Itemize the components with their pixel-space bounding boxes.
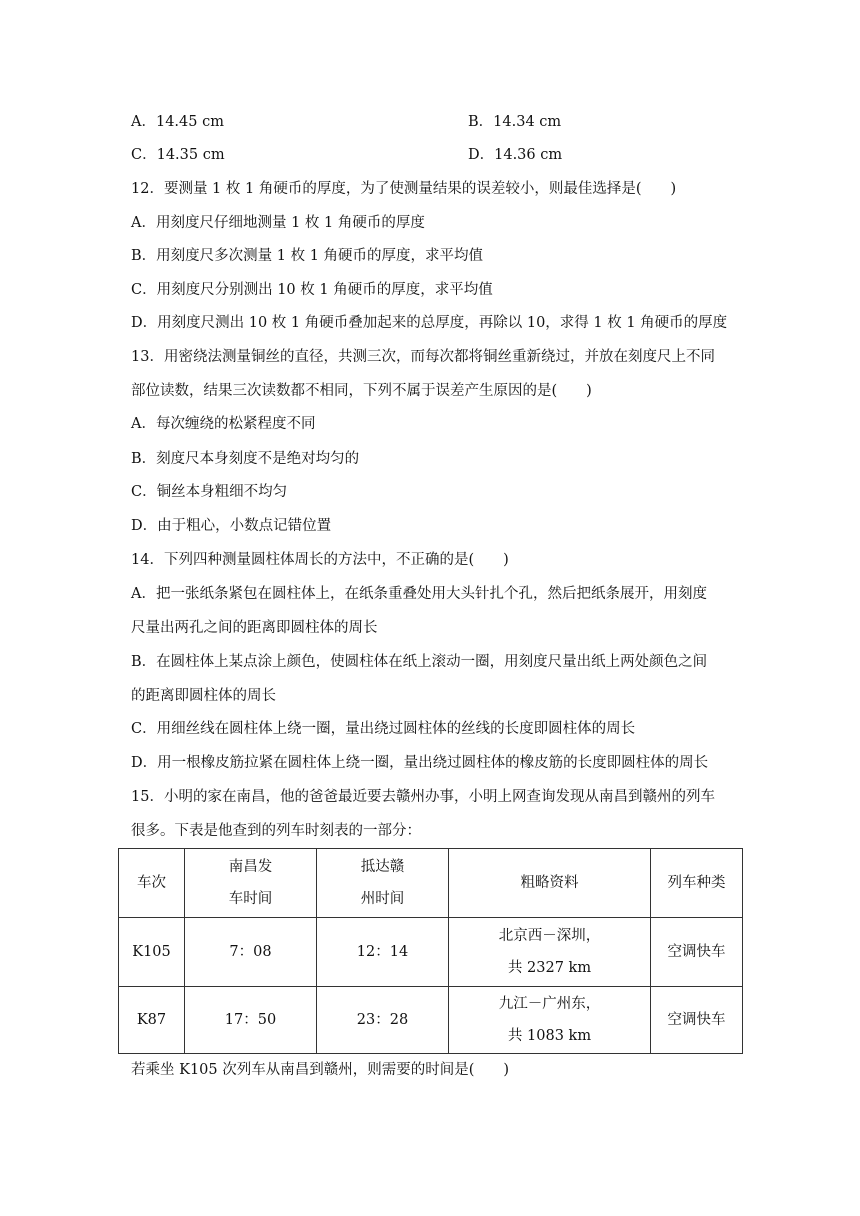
- question-14-option-b-line2: 的距离即圆柱体的周长: [131, 688, 276, 704]
- cell-info: [449, 918, 651, 987]
- question-12-stem: 12．要测量 1 枚 1 角硬币的厚度，为了使测量结果的误差较小，则最佳选择是( ): [131, 181, 677, 197]
- question-14-option-a-line1: A．把一张纸条紧包在圆柱体上，在纸条重叠处用大头针扎个孔，然后把纸条展开，用刻度: [131, 586, 707, 602]
- cell-info: [449, 987, 651, 1054]
- question-15-stem-line1: 15．小明的家在南昌，他的爸爸最近要去赣州办事，小明上网查询发现从南昌到赣州的列车: [131, 789, 715, 805]
- question-13-option-d: D．由于粗心，小数点记错位置: [131, 518, 332, 534]
- question-12-option-d: D．用刻度尺测出 10 枚 1 角硬币叠加起来的总厚度，再除以 10，求得 1 枚 1 角硬币的厚度: [131, 315, 728, 331]
- question-13-option-c: C．铜丝本身粗细不均匀: [131, 484, 288, 500]
- table-row: [119, 918, 743, 987]
- option-c-q11: C．14.35 cm: [131, 147, 225, 163]
- cell-train-type: 空调快车: [651, 987, 743, 1054]
- cell-info-line1: 北京西－深圳，: [498, 928, 601, 944]
- train-timetable: [118, 848, 743, 1054]
- cell-train-type: 空调快车: [651, 918, 743, 987]
- cell-arrival-time: 12：14: [317, 918, 449, 987]
- question-12-option-a: A．用刻度尺仔细地测量 1 枚 1 角硬币的厚度: [131, 215, 425, 231]
- header-arrival-time: [317, 849, 449, 918]
- cell-departure-time: 17：50: [185, 987, 317, 1054]
- header-arrival-line1: 抵达赣: [360, 859, 405, 875]
- header-departure-line2: 车时间: [228, 891, 273, 907]
- table-row: [119, 987, 743, 1054]
- question-14-option-a-line2: 尺量出两孔之间的距离即圆柱体的周长: [131, 620, 378, 636]
- option-b-q11: B．14.34 cm: [468, 114, 562, 130]
- header-arrival-line2: 州时间: [360, 891, 405, 907]
- cell-train-number: K105: [119, 918, 185, 987]
- option-a-q11: A．14.45 cm: [131, 114, 224, 130]
- cell-info-line2: 共 1083 km: [507, 1028, 592, 1044]
- question-15-followup: 若乘坐 K105 次列车从南昌到赣州，则需要的时间是( ): [131, 1062, 510, 1078]
- question-14-stem: 14．下列四种测量圆柱体周长的方法中，不正确的是( ): [131, 552, 509, 568]
- question-14-option-b-line1: B．在圆柱体上某点涂上颜色，使圆柱体在纸上滚动一圈，用刻度尺量出纸上两处颜色之间: [131, 654, 708, 670]
- question-12-option-b: B．用刻度尺多次测量 1 枚 1 角硬币的厚度，求平均值: [131, 248, 484, 264]
- question-13-option-b: B．刻度尺本身刻度不是绝对均匀的: [131, 451, 360, 467]
- question-13-stem-line1: 13．用密绕法测量铜丝的直径，共测三次，而每次都将铜丝重新绕过，并放在刻度尺上不同: [131, 349, 715, 365]
- cell-info-line2: 共 2327 km: [507, 960, 592, 976]
- cell-info-line1: 九江－广州东，: [498, 996, 601, 1012]
- cell-arrival-time: 23：28: [317, 987, 449, 1054]
- option-d-q11: D．14.36 cm: [468, 147, 563, 163]
- header-train-type: 列车种类: [651, 849, 743, 918]
- question-12-option-c: C．用刻度尺分别测出 10 枚 1 角硬币的厚度，求平均值: [131, 282, 493, 298]
- table-header-row: [119, 849, 743, 918]
- header-departure-line1: 南昌发: [228, 859, 273, 875]
- question-13-stem-line2: 部位读数，结果三次读数都不相同，下列不属于误差产生原因的是( ): [131, 383, 592, 399]
- question-14-option-c: C．用细丝线在圆柱体上绕一圈，量出绕过圆柱体的丝线的长度即圆柱体的周长: [131, 721, 636, 737]
- header-info: 粗略资料: [449, 849, 651, 918]
- cell-train-number: K87: [119, 987, 185, 1054]
- question-14-option-d: D．用一根橡皮筋拉紧在圆柱体上绕一圈，量出绕过圆柱体的橡皮筋的长度即圆柱体的周长: [131, 755, 709, 771]
- header-train-number: 车次: [119, 849, 185, 918]
- cell-departure-time: 7：08: [185, 918, 317, 987]
- header-departure-time: [185, 849, 317, 918]
- question-13-option-a: A．每次缠绕的松紧程度不同: [131, 416, 316, 432]
- question-15-stem-line2: 很多。下表是他查到的列车时刻表的一部分：: [131, 823, 421, 839]
